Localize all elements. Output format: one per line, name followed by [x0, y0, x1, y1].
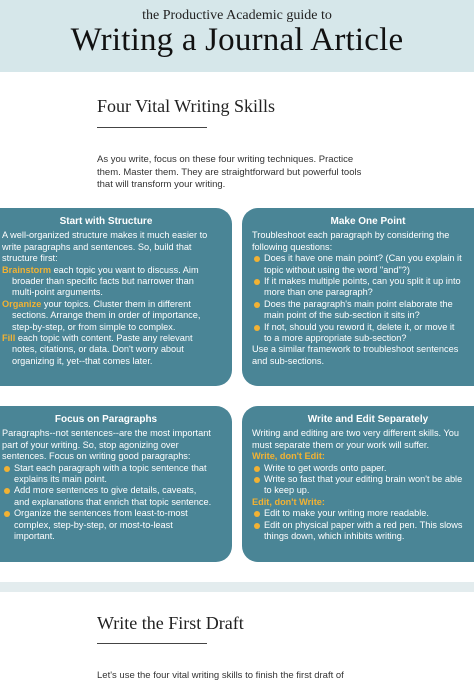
bullet-continuation: and explanations that enrich that topic sentence. [14, 496, 212, 507]
bullet-item: Write so fast that your editing brain won't be able [252, 474, 474, 485]
list-item [2, 265, 232, 276]
section-intro: Let's use the four vital writing skills to finish the first draft of [97, 670, 344, 681]
term-brainstorm: Brainstorm [2, 264, 52, 275]
card-line: write paragraphs and sentences. So, build that [2, 241, 192, 252]
bullet-item: Edit on physical paper with a red pen. This slows [252, 520, 474, 531]
bullet-continuation: complex, step-by-step, or most-to-least [14, 519, 173, 530]
card-title: Start with Structure [59, 216, 153, 227]
term-fill: Fill [2, 333, 16, 344]
bullet-continuation: explains its main point. [14, 474, 107, 485]
card-line: Writing and editing are two very different skills. You [252, 428, 459, 439]
card-line: Use a similar framework to troubleshoot sentences [252, 344, 459, 355]
item-text: each topic you want to discuss. Aim [51, 264, 199, 275]
guide-subtitle: the Productive Academic guide to [142, 8, 332, 23]
bullet-continuation: main point of the sub-section it sits in? [264, 310, 420, 321]
bullet-item: If not, should you reword it, delete it, or move it [252, 322, 474, 333]
term-organize: Organize [2, 298, 42, 309]
list-item [2, 333, 232, 344]
bullet-item: Organize the sentences from least-to-most [2, 508, 232, 519]
card-line: Troubleshoot each paragraph by considering the [252, 230, 450, 241]
card-write-and-edit-separately [242, 406, 474, 562]
card-line: sentences. Focus on writing good paragraphs: [2, 451, 191, 462]
item-text: broader than specific facts but narrower than [12, 276, 194, 287]
list-item [2, 299, 232, 310]
bullet-continuation: things down, which inhibits writing. [264, 531, 405, 542]
card-make-one-point [242, 208, 474, 386]
section-heading-skills: Four Vital Writing Skills [97, 96, 276, 116]
item-text: your topics. Cluster them in different [41, 298, 191, 309]
bullet-item: Does it have one main point? (Can you explain it [252, 253, 474, 264]
card-title: Focus on Paragraphs [54, 414, 158, 425]
bullet-continuation: to a more appropriate sub-section? [264, 333, 407, 344]
card-start-with-structure [0, 208, 232, 386]
card-line: and sub-sections. [252, 355, 325, 366]
section-intro: As you write, focus on these four writing techniques. Practice them. Master them. They are straightforward but powerful tools that will transform your writing. [97, 154, 362, 190]
bullet-item: Start each paragraph with a topic sentence that [2, 463, 232, 474]
heading-rule [97, 643, 207, 644]
heading-rule [97, 127, 207, 128]
bullet-item: If it makes multiple points, can you split it up into [252, 276, 474, 287]
bullet-item: Edit to make your writing more readable. [252, 508, 474, 519]
item-text: multi-point arguments. [12, 287, 103, 298]
item-text: sections. Arrange them in order of importance, [12, 310, 201, 321]
card-line: part of your writing. So, stop agonizing over [2, 439, 179, 450]
section-divider [0, 582, 474, 592]
card-title: Write and Edit Separately [307, 414, 429, 425]
section-heading-first-draft: Write the First Draft [97, 613, 244, 633]
item-text: organizing it, yet--that comes later. [12, 355, 153, 366]
write-label: Write, don't Edit: [252, 451, 325, 462]
card-line: Paragraphs--not sentences--are the most important [2, 428, 211, 439]
bullet-item: Does the paragraph's main point elaborate the [252, 299, 474, 310]
edit-label: Edit, don't Write: [252, 496, 325, 507]
item-text: each topic with content. Paste any relevant [15, 333, 193, 344]
page-title: Writing a Journal Article [70, 22, 404, 58]
bullet-item: Write to get words onto paper. [252, 463, 474, 474]
card-focus-on-paragraphs [0, 406, 232, 562]
bullet-continuation: topic without using the word "and"?) [264, 264, 410, 275]
card-title: Make One Point [330, 216, 406, 227]
item-text: step-by-step, or from simple to complex. [12, 321, 176, 332]
card-line: following questions: [252, 241, 333, 252]
bullet-item: Add more sentences to give details, caveats, [2, 485, 232, 496]
card-line: A well-organized structure makes it much easier to [2, 230, 208, 241]
hero-banner [0, 0, 474, 72]
bullet-continuation: to keep up. [264, 485, 310, 496]
item-text: notes, citations, or data. Don't worry about [12, 344, 184, 355]
bullet-continuation: important. [14, 531, 55, 542]
card-line: structure first: [2, 253, 58, 264]
card-line: must separate them or your work will suffer. [252, 439, 430, 450]
bullet-continuation: more than one paragraph? [264, 287, 373, 298]
